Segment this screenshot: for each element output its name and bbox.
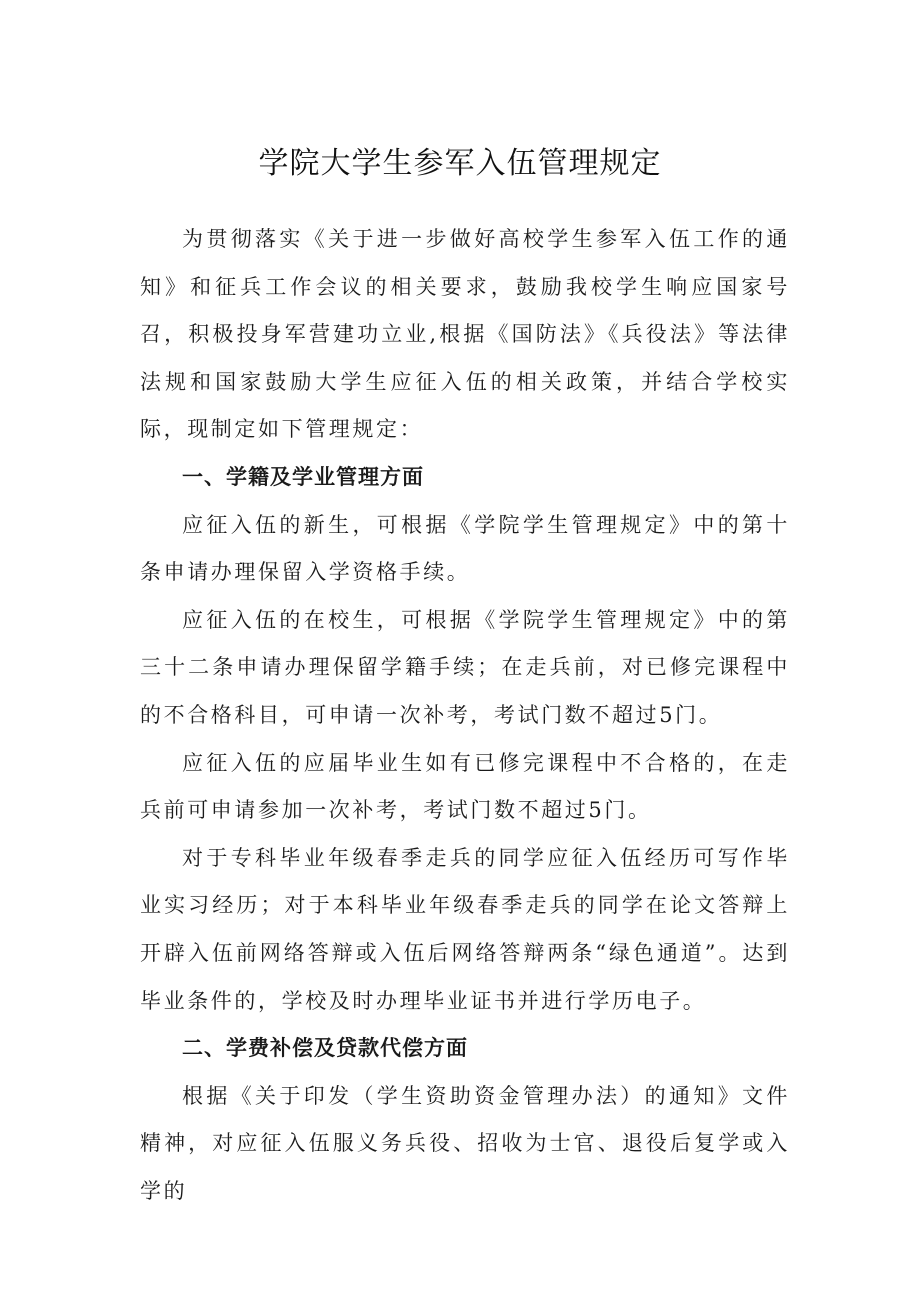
paragraph-graduation-channels: 对于专科毕业年级春季走兵的同学应征入伍经历可写作毕业实习经历；对于本科毕业年级春季走兵的同学在论文答辩上开辟入伍前网络答辩或入伍后网络答辩两条“绿色通道”。达到毕业条件的，学校及时办理毕业证书并进行学历电子。 [140, 845, 790, 1013]
section-heading-tuition: 二、学费补偿及贷款代偿方面 [182, 1036, 468, 1061]
document-title: 学院大学生参军入伍管理规定 [258, 146, 662, 181]
section-heading-academic: 一、学籍及学业管理方面 [182, 464, 424, 489]
paragraph-tuition-compensation: 根据《关于印发（学生资助资金管理办法）的通知》文件精神，对应征入伍服义务兵役、招收为士官、退役后复学或入学的 [140, 1083, 790, 1203]
document-body [140, 216, 790, 1215]
paragraph-current-students: 应征入伍的在校生，可根据《学院学生管理规定》中的第三十二条申请办理保留学籍手续；在走兵前，对已修完课程中的不合格科目，可申请一次补考，考试门数不超过5门。 [140, 607, 790, 727]
paragraph-new-students: 应征入伍的新生，可根据《学院学生管理规定》中的第十条申请办理保留入学资格手续。 [140, 512, 790, 585]
intro-paragraph: 为贯彻落实《关于进一步做好高校学生参军入伍工作的通知》和征兵工作会议的相关要求，鼓励我校学生响应国家号召，积极投身军营建功立业,根据《国防法》《兵役法》等法律法规和国家鼓励大学生应征入伍的相关政策，并结合学校实际，现制定如下管理规定： [140, 227, 790, 442]
paragraph-graduates: 应征入伍的应届毕业生如有已修完课程中不合格的，在走兵前可申请参加一次补考，考试门数不超过5门。 [140, 750, 790, 823]
